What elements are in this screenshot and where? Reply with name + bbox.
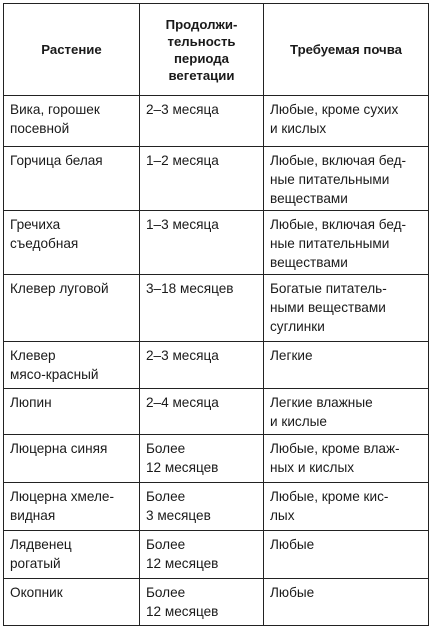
cell-soil: Легкие влажные и кислые: [264, 389, 429, 435]
cell-period: 2–3 месяца: [140, 342, 264, 389]
table-row: [4, 211, 429, 275]
cell-period: 1–3 месяца: [140, 211, 264, 275]
cell-plant: Лядвенец рогатый: [4, 531, 140, 579]
cell-soil: Легкие: [264, 342, 429, 389]
cell-plant: Клевер луговой: [4, 275, 140, 342]
header-row: [4, 4, 429, 96]
table-row: [4, 531, 429, 579]
cell-plant: Люпин: [4, 389, 140, 435]
cell-soil: Любые: [264, 579, 429, 626]
cell-plant: Горчица белая: [4, 147, 140, 211]
cell-plant: Гречиха съедобная: [4, 211, 140, 275]
cell-soil: Любые: [264, 531, 429, 579]
table-row: [4, 147, 429, 211]
table-row: [4, 275, 429, 342]
cell-period: Более 12 месяцев: [140, 435, 264, 483]
cell-period: Более 12 месяцев: [140, 579, 264, 626]
cell-soil: Богатые питатель- ными веществами суглинки: [264, 275, 429, 342]
table-row: [4, 342, 429, 389]
table-row: [4, 483, 429, 531]
header-period: Продолжи- тельность периода вегетации: [140, 4, 264, 96]
cell-soil: Любые, кроме сухих и кислых: [264, 96, 429, 147]
cell-period: 3–18 месяцев: [140, 275, 264, 342]
cell-period: Более 12 месяцев: [140, 531, 264, 579]
cell-soil: Любые, включая бед- ные питательными веществами: [264, 147, 429, 211]
cell-plant: Люцерна хмеле- видная: [4, 483, 140, 531]
cell-period: Более 3 месяцев: [140, 483, 264, 531]
cell-soil: Любые, кроме кис- лых: [264, 483, 429, 531]
table-row: [4, 389, 429, 435]
table-row: [4, 96, 429, 147]
table-row: [4, 435, 429, 483]
cell-soil: Любые, включая бед- ные питательными веществами: [264, 211, 429, 275]
cell-period: 2–3 месяца: [140, 96, 264, 147]
header-plant: Растение: [4, 4, 140, 96]
table-row: [4, 579, 429, 626]
cell-plant: Вика, горошек посевной: [4, 96, 140, 147]
plants-table: [3, 3, 429, 626]
cell-plant: Люцерна синяя: [4, 435, 140, 483]
cell-plant: Клевер мясо-красный: [4, 342, 140, 389]
cell-soil: Любые, кроме влаж- ных и кислых: [264, 435, 429, 483]
cell-period: 1–2 месяца: [140, 147, 264, 211]
header-soil: Требуемая почва: [264, 4, 429, 96]
cell-period: 2–4 месяца: [140, 389, 264, 435]
cell-plant: Окопник: [4, 579, 140, 626]
